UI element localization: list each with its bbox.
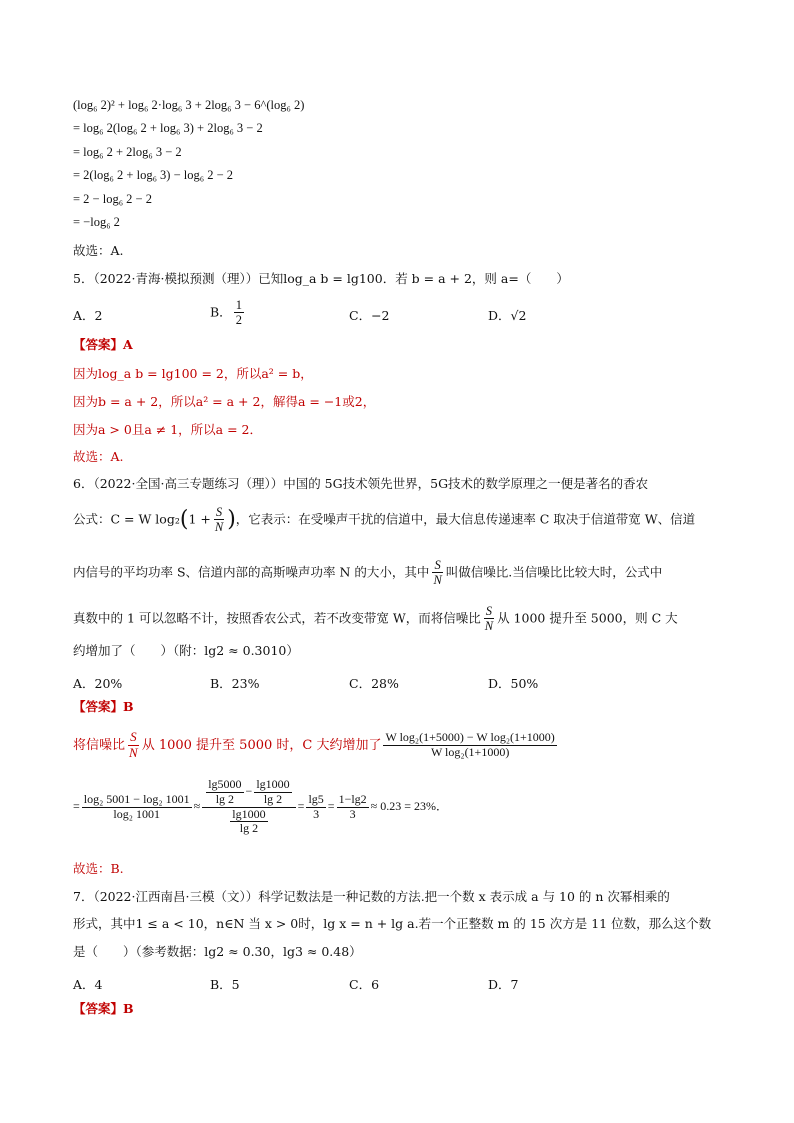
q6-snr-fraction — [213, 505, 225, 535]
q6-f2-bottom — [226, 808, 271, 837]
q5-option-b-prefix: B． — [210, 304, 232, 320]
q6-tail: ≈ 0.23 = 23%． — [370, 798, 449, 813]
q7-line-3: 是（ ）（参考数据：lg2 ≈ 0.30，lg3 ≈ 0.48） — [73, 944, 362, 959]
q6-line-5: 约增加了（ ）（附：lg2 ≈ 0.3010） — [73, 643, 299, 658]
q5-conclusion: 故选：A. — [73, 449, 124, 464]
q6-frac-4 — [337, 793, 369, 822]
q7-line-2: 形式，其中1 ≤ a < 10，n∈N 当 x > 0时，lg x = n + lg a.若一个正整数 m 的 15 次方是 11 位数，那么这个数 — [73, 916, 712, 931]
q6-sol-frac-s: S — [130, 729, 137, 744]
q5-option-b-den: 2 — [235, 313, 242, 328]
q7-option-b: B．5 — [210, 977, 240, 992]
q6-line-4a: 真数中的 1 可以忽略不计，按照香农公式，若不改变带宽 W，而将信噪比 — [73, 610, 481, 626]
q6-left-paren: ( — [179, 506, 189, 532]
derivation-line-6: = −log₆ 2 — [73, 215, 120, 229]
derivation-line-5: = 2 − log₆ 2 − 2 — [73, 192, 152, 206]
q6-eq-2: = — [327, 798, 335, 813]
q6-f4-den: 3 — [349, 806, 356, 821]
q5-solution-3: 因为a > 0且a ≠ 1，所以a = 2． — [73, 422, 262, 437]
q6-answer-label: 【答案】B — [73, 699, 134, 714]
q6-eq-prefix: = — [73, 798, 80, 813]
q6-line-3a: 内信号的平均功率 S、信道内部的高斯噪声功率 N 的大小，其中 — [73, 564, 430, 580]
q6-frac3-n: N — [484, 619, 494, 634]
q6-f2-c — [230, 808, 267, 837]
q7-answer-label: 【答案】B — [73, 1001, 134, 1016]
q6-option-c: C．28% — [349, 676, 399, 691]
q6-f2-minus: − — [245, 784, 253, 799]
q6-f2-d2: lg 2 — [263, 791, 283, 806]
q6-frac-s: S — [215, 505, 223, 519]
q6-f1-den: log₂ 1001 — [113, 806, 160, 821]
q7-option-d: D．7 — [488, 977, 519, 992]
q6-frac-n: N — [214, 520, 224, 535]
q7-option-c: C．6 — [349, 977, 380, 992]
q6-frac-1 — [82, 793, 192, 822]
q6-line-3b: 叫做信噪比.当信噪比比较大时，公式中 — [445, 564, 663, 580]
q6-f2-d1: lg 2 — [215, 791, 235, 806]
q6-sol-frac-n: N — [129, 744, 138, 760]
q6-right-paren: ) — [227, 506, 236, 532]
q6-snr-fraction-2 — [431, 558, 443, 588]
q6-line-3 — [73, 558, 662, 588]
q6-f2-n2: lg1000 — [256, 777, 290, 791]
q5-option-b-num: 1 — [235, 298, 242, 312]
q6-option-a: A．20% — [73, 676, 123, 691]
q5-option-c: C．−2 — [349, 308, 390, 323]
derivation-line-1: (log₆ 2)² + log₆ 2·log₆ 3 + 2log₆ 3 − 6^(log₆ 2) — [73, 98, 305, 112]
q6-frac2-s: S — [434, 558, 441, 572]
q5-option-b — [210, 298, 246, 328]
q6-big-fraction — [383, 731, 556, 760]
q6-eq-1: = — [297, 798, 305, 813]
q5-solution-2: 因为b = a + 2，所以a² = a + 2，解得a = −1或2， — [73, 394, 376, 409]
q6-f1-num: log₂ 5001 − log₂ 1001 — [83, 791, 190, 806]
q6-big-den: W log₂(1+1000) — [430, 744, 510, 759]
q6-approx: ≈ — [193, 798, 201, 813]
q6-formula-prefix: 公式：C = W log₂ — [73, 511, 180, 527]
q6-frac-3 — [306, 793, 325, 822]
q6-line-1: 6．（2022·全国·高三专题练习（理））中国的 5G技术领先世界，5G技术的数学原理之一便是著名的香农 — [73, 476, 649, 491]
derivation-line-3: = log₆ 2 + 2log₆ 3 − 2 — [73, 145, 182, 159]
q6-sol-fraction — [127, 730, 140, 761]
q6-formula-desc: ，它表示：在受噪声干扰的信道中，最大信息传递速率 C 取决于信道带宽 W、信道 — [235, 511, 696, 527]
q6-conclusion: 故选：B. — [73, 861, 124, 876]
q6-option-d: D．50% — [488, 676, 539, 691]
q6-frac-2 — [202, 778, 295, 836]
q6-f2-a — [206, 778, 243, 807]
q6-f2-top — [202, 778, 295, 808]
q6-frac3-s: S — [485, 604, 493, 618]
q6-line-4b: 从 1000 提升至 5000，则 C 大 — [497, 610, 678, 626]
q7-line-1: 7．（2022·江西南昌·三模（文））科学记数法是一种记数的方法.把一个数 x 表示成 a 与 10 的 n 次幂相乘的 — [73, 889, 670, 904]
q6-solution-line-1 — [73, 730, 559, 761]
derivation-conclusion: 故选：A. — [73, 243, 124, 258]
q7-option-a: A．4 — [73, 977, 103, 992]
q5-option-a: A．2 — [73, 308, 103, 323]
q6-solution-line-2 — [73, 778, 448, 836]
q6-sol-a: 将信噪比 — [73, 737, 126, 753]
q5-option-b-fraction — [234, 298, 244, 328]
q6-f2-n1: lg5000 — [208, 777, 242, 791]
q6-f2-d3: lg 2 — [239, 821, 259, 836]
q6-sol-b: 从 1000 提升至 5000 时，C 大约增加了 — [141, 737, 382, 753]
q6-f3-num: lg5 — [308, 791, 324, 806]
q5-solution-1: 因为log_a b = lg100 = 2，所以a² = b， — [73, 366, 313, 381]
q6-f3-den: 3 — [313, 806, 320, 821]
q6-line-2 — [73, 505, 695, 535]
q5-stem: 5．（2022·青海·模拟预测（理））已知log_a b = lg100．若 b = a + 2，则 a=（ ） — [73, 271, 569, 286]
q6-f4-num: 1−lg2 — [338, 791, 367, 806]
q6-frac2-n: N — [433, 573, 442, 588]
q6-snr-fraction-3 — [483, 604, 495, 634]
q6-f2-n3: lg1000 — [232, 806, 266, 821]
q6-line-4 — [73, 604, 678, 634]
q6-option-b: B．23% — [210, 676, 260, 691]
q5-answer-label: 【答案】A — [73, 337, 133, 352]
q5-option-d: D．√2 — [488, 308, 527, 323]
q6-big-num: W log₂(1+5000) − W log₂(1+1000) — [385, 730, 555, 745]
q6-f2-b — [254, 778, 291, 807]
q6-paren-one: 1 + — [188, 511, 211, 527]
derivation-line-4: = 2(log₆ 2 + log₆ 3) − log₆ 2 − 2 — [73, 168, 234, 182]
derivation-line-2: = log₆ 2(log₆ 2 + log₆ 3) + 2log₆ 3 − 2 — [73, 121, 263, 135]
